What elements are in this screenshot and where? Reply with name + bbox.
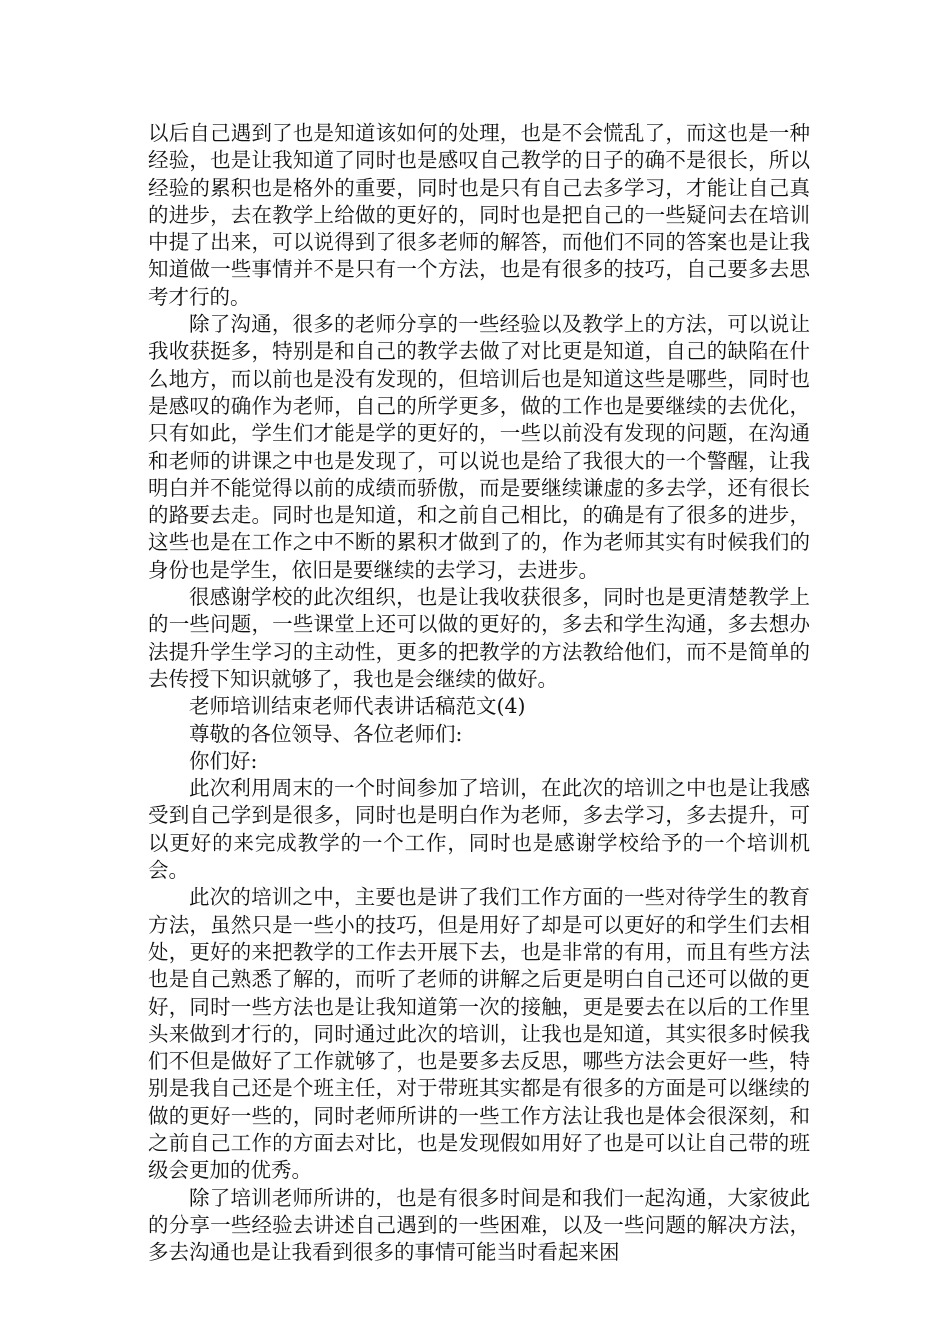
document-body: [148, 120, 810, 1266]
paragraph: 除了培训老师所讲的，也是有很多时间是和我们一起沟通，大家彼此的分享一些经验去讲述自己遇到的一些困难，以及一些问题的解决方法，多去沟通也是让我看到很多的事情可能当时看起来困: [148, 1185, 810, 1265]
section-title: 老师培训结束老师代表讲话稿范文(4): [189, 694, 526, 719]
greeting: 你们好:: [189, 748, 258, 773]
paragraph: 除了沟通，很多的老师分享的一些经验以及教学上的方法，可以说让我收获挺多，特别是和自己的教学去做了对比更是知道，自己的缺陷在什么地方，而以前也是没有发现的，但培训后也是知道这些是哪些，同时也是感叹的确作为老师，自己的所学更多，做的工作也是要继续的去优化，只有如此，学生们才能是学的更好的，一些以前没有发现的问题，在沟通和老师的讲课之中也是发现了，可以说也是给了我很大的一个警醒，让我明白并不能觉得以前的成绩而骄傲，而是要继续谦虚的多去学，还有很长的路要去走。同时也是知道，和之前自己相比，的确是有了很多的进步，这些也是在工作之中不断的累积才做到了的，作为老师其实有时候我们的身份也是学生，依旧是要继续的去学习，去进步。: [148, 312, 810, 582]
paragraph: 此次的培训之中，主要也是讲了我们工作方面的一些对待学生的教育方法，虽然只是一些小的技巧，但是用好了却是可以更好的和学生们去相处，更好的来把教学的工作去开展下去，也是非常的有用，而且有些方法也是自己熟悉了解的，而听了老师的讲解之后更是明白自己还可以做的更好，同时一些方法也是让我知道第一次的接触，更是要去在以后的工作里头来做到才行的，同时通过此次的培训，让我也是知道，其实很多时候我们不但是做好了工作就够了，也是要多去反思，哪些方法会更好一些，特别是我自己还是个班主任，对于带班其实都是有很多的方面是可以继续的做的更好一些的，同时老师所讲的一些工作方法让我也是体会很深刻，和之前自己工作的方面去对比，也是发现假如用好了也是可以让自己带的班级会更加的优秀。: [148, 885, 810, 1183]
paragraph-continued: 以后自己遇到了也是知道该如何的处理，也是不会慌乱了，而这也是一种经验，也是让我知道了同时也是感叹自己教学的日子的确不是很长，所以经验的累积也是格外的重要，同时也是只有自己去多学习，才能让自己真的进步，去在教学上给做的更好的，同时也是把自己的一些疑问去在培训中提了出来，可以说得到了很多老师的解答，而他们不同的答案也是让我知道做一些事情并不是只有一个方法，也是有很多的技巧，自己要多去思考才行的。: [148, 121, 810, 309]
paragraph: 很感谢学校的此次组织，也是让我收获很多，同时也是更清楚教学上的一些问题，一些课堂上还可以做的更好的，多去和学生沟通，多去想办法提升学生学习的主动性，更多的把教学的方法教给他们，而不是简单的去传授下知识就够了，我也是会继续的做好。: [148, 585, 810, 691]
paragraph: 此次利用周末的一个时间参加了培训，在此次的培训之中也是让我感受到自己学到是很多，同时也是明白作为老师，多去学习，多去提升，可以更好的来完成教学的一个工作，同时也是感谢学校给予的一个培训机会。: [148, 776, 810, 883]
salutation: 尊敬的各位领导、各位老师们:: [189, 721, 463, 746]
